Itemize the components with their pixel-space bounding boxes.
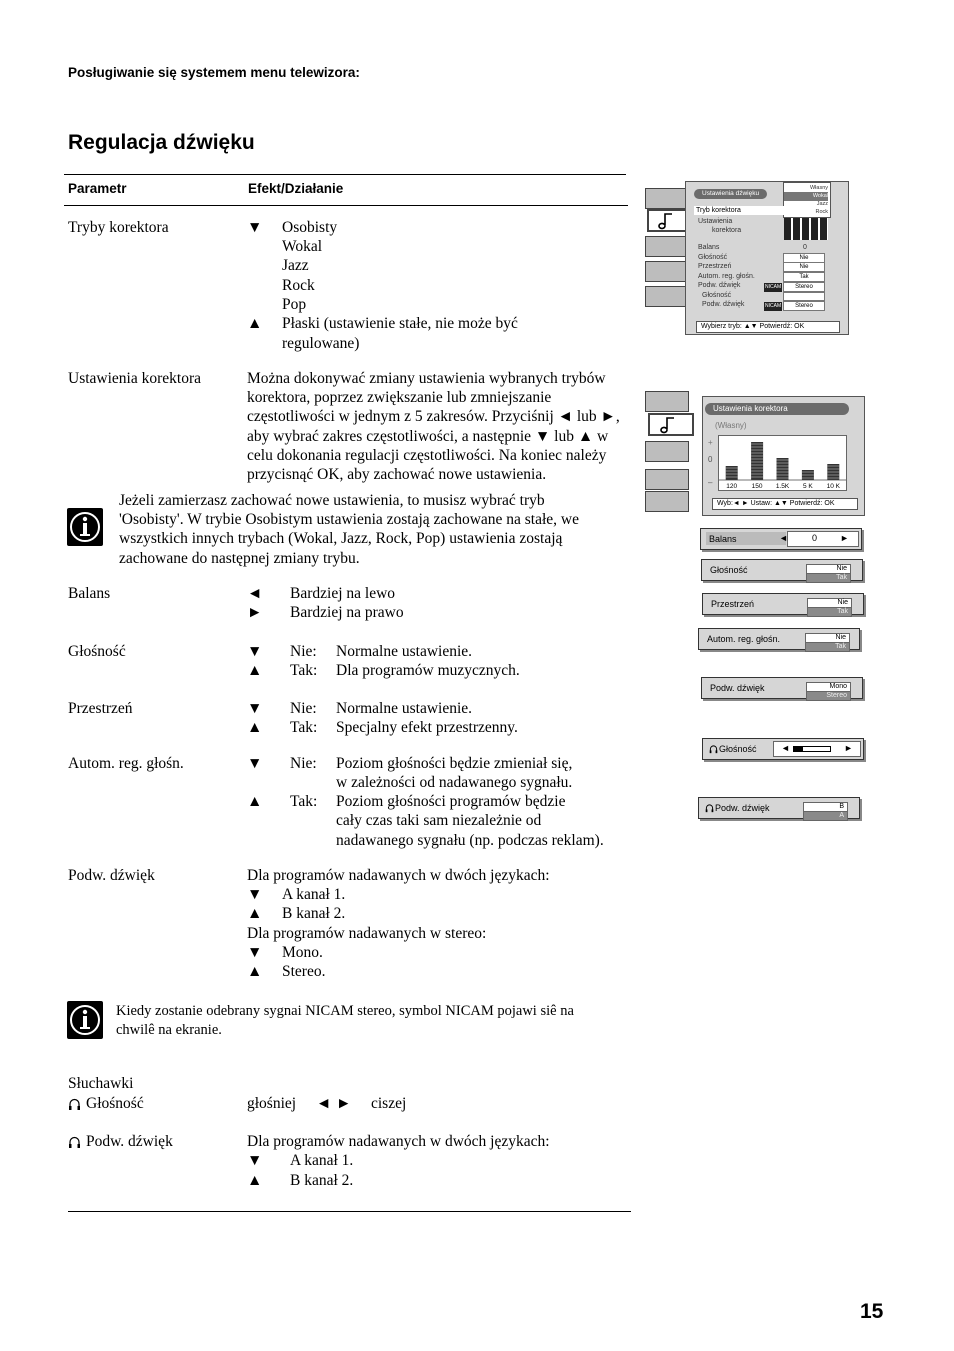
arrow-down-icon: ▼ [247, 755, 263, 772]
volume-mini-bar [783, 292, 825, 301]
arrow-left-icon: ◄ [247, 585, 263, 602]
desc-line: częstotliwości w jednym z 5 zakresów. Przyciśnij ◄ lub ►, [247, 408, 620, 426]
option-text: Dla programów muzycznych. [336, 662, 520, 679]
mode-item: Pop [282, 296, 307, 313]
table-top-rule [64, 174, 626, 175]
eq-band-label: 5 K [803, 483, 813, 490]
strip-option: Nie [806, 564, 851, 574]
strip-option: Tak [807, 607, 852, 617]
strip-label: Głośność [710, 565, 748, 575]
note-personal-mode [119, 491, 636, 568]
menu-footer: Wybierz tryb: ▲▼ Potwierdź: OK [696, 321, 840, 333]
tab-features [645, 236, 687, 257]
menu-item: Tryb korektora [696, 207, 741, 214]
param-balans: Balans [68, 585, 111, 602]
eq-band-label: 150 [751, 483, 763, 490]
section-title: Regulacja dźwięku [68, 131, 255, 154]
mode-item: Rock [282, 277, 315, 294]
eq-graph [718, 435, 847, 491]
arrow-left-icon: ◄ [781, 743, 790, 753]
arrow-down-icon: ▼ [247, 700, 263, 717]
eq-minus: – [708, 478, 713, 487]
column-header-effect: Efekt/Działanie [248, 181, 344, 196]
info-icon [67, 508, 103, 546]
menu-item: Przestrzeń [698, 263, 732, 270]
eq-band-label: 10 K [826, 483, 840, 490]
nicam-note-line: chwilê na ekranie. [116, 1022, 222, 1038]
dropdown-item: Wokal [784, 192, 828, 201]
mini-eq-icon [784, 218, 828, 240]
nicam-note-line: Kiedy zostanie odebrany sygnai NICAM stereo, symbol NICAM pojawi siê na [116, 1003, 574, 1019]
przestrzen-strip [702, 593, 864, 615]
balans-strip [700, 528, 862, 550]
eq-band-label: 1.5K [775, 483, 790, 490]
mode-item: Jazz [282, 257, 309, 274]
headphones-icon [705, 803, 714, 815]
channel-a: A kanał 1. [290, 1152, 354, 1169]
arrow-down-icon: ▼ [247, 219, 263, 236]
quieter-label: ciszej [371, 1095, 407, 1112]
eq-zero: 0 [708, 455, 713, 464]
tab-picture [645, 391, 689, 412]
equalizer-osd [702, 396, 865, 516]
eq-title: Ustawienia korektora [705, 403, 849, 415]
strip-option: Nie [805, 633, 850, 643]
arrow-right-icon: ► [336, 1095, 352, 1112]
tab-preset [645, 286, 687, 307]
arrow-up-icon: ▲ [247, 662, 263, 679]
arrow-down-icon: ▼ [247, 886, 263, 903]
nicam-badge: NICAM [765, 284, 782, 290]
strip-label: Balans [709, 534, 737, 544]
menu-item: Podw. dźwięk [702, 301, 745, 308]
note-line: zachowane do następnej zmiany trybu. [119, 549, 360, 567]
running-title: Posługiwanie się systemem menu telewizora: [68, 65, 360, 80]
tab-preset [645, 491, 689, 512]
podw-strip [701, 677, 863, 699]
headphones-icon [68, 1135, 81, 1154]
menu-value: Stereo [783, 301, 825, 311]
menu-item: Głośność [702, 292, 732, 299]
strip-value: 0 [812, 533, 818, 543]
arrow-down-icon: ▼ [247, 944, 263, 961]
param-glosnosc: Głośność [68, 643, 126, 660]
strip-option: B [803, 802, 848, 812]
strip-option: Nie [807, 598, 852, 608]
menu-title: Ustawienia dźwięku [694, 189, 767, 199]
arrow-down-icon: ▼ [247, 1152, 263, 1169]
option-text: Normalne ustawienie. [336, 700, 473, 717]
mode-item: Wokal [282, 238, 323, 255]
ustawienia-description [247, 369, 636, 484]
option-text: Specjalny efekt przestrzenny. [336, 719, 518, 736]
param-autom: Autom. reg. głośn. [68, 755, 184, 772]
mode-flat-cont: regulowane) [282, 335, 360, 352]
option-text: w zależności od nadawanego sygnału. [336, 774, 573, 791]
strip-option: Tak [806, 573, 851, 583]
mode-item: Osobisty [282, 219, 338, 236]
hp-glosnosc-strip [702, 738, 864, 760]
strip-option: Tak [805, 642, 850, 652]
info-icon [67, 1001, 103, 1039]
eq-footer: Wyb:◄ ► Ustaw: ▲▼ Potwierdź: OK [712, 498, 858, 510]
menu-item: Ustawienia [698, 218, 733, 225]
option-key: Tak: [290, 793, 318, 810]
strip-option: A [803, 811, 848, 821]
option-text: cały czas taki sam niezależnie od [336, 812, 542, 829]
tab-setup [645, 261, 687, 282]
mono-option: Mono. [282, 944, 323, 961]
autom-strip [698, 628, 860, 650]
option-text: nadawanego sygnału (np. podczas reklam). [336, 832, 604, 849]
menu-item: Balans [698, 244, 720, 251]
stereo-option: Stereo. [282, 963, 326, 980]
option-text: Normalne ustawienie. [336, 643, 473, 660]
arrow-right-icon: ► [247, 604, 263, 621]
note-line: Jeżeli zamierzasz zachować nowe ustawienia, to musisz wybrać tryb [119, 492, 545, 509]
nicam-badge: NICAM [765, 303, 782, 309]
eq-plus: + [708, 438, 713, 447]
sound-menu-screenshot [645, 181, 849, 336]
desc-line: korektora, poprzez zwiększanie lub zmniejszanie [247, 389, 552, 407]
menu-item: korektora [712, 227, 742, 234]
balans-left: Bardziej na lewo [290, 585, 396, 602]
menu-value: 0 [803, 244, 807, 251]
option-key: Tak: [290, 662, 318, 679]
desc-line: przycisnąć OK, aby zachować nowe ustawienia. [247, 466, 547, 484]
mode-dropdown [783, 182, 831, 218]
page-number: 15 [860, 1300, 884, 1323]
arrow-up-icon: ▲ [247, 905, 263, 922]
headphones-icon [68, 1097, 81, 1116]
eq-mode: (Własny) [715, 421, 747, 430]
strip-label: Podw. dźwięk [710, 683, 765, 693]
mode-flat: Płaski (ustawienie stałe, nie może być [282, 315, 518, 332]
strip-label: Głośność [719, 744, 757, 754]
channel-a: A kanał 1. [282, 886, 346, 903]
hp-podw-strip [698, 797, 860, 819]
dual-intro: Dla programów nadawanych w dwóch językach: [247, 1133, 550, 1150]
arrow-up-icon: ▲ [247, 793, 263, 810]
hp-volume-track [793, 746, 831, 752]
equalizer-screenshot [643, 391, 865, 515]
menu-value: Nie [783, 253, 825, 263]
param-ustawienia: Ustawienia korektora [68, 370, 201, 387]
arrow-left-icon: ◄ [316, 1095, 332, 1112]
tab-sound [648, 413, 694, 436]
glosnosc-strip [701, 559, 863, 581]
menu-item: Podw. dźwięk [698, 282, 741, 289]
tab-setup [645, 469, 689, 490]
eq-band-label: 120 [726, 483, 738, 490]
desc-line: Można dokonywać zmiany ustawienia wybranych trybów [247, 370, 606, 387]
dropdown-item: Własny [809, 185, 828, 191]
table-bottom-rule [68, 1211, 631, 1212]
param-tryby: Tryby korektora [68, 219, 169, 236]
menu-value: Tak [783, 272, 825, 282]
param-hp-podw: Podw. dźwięk [86, 1133, 173, 1150]
column-header-param: Parametr [68, 181, 127, 196]
note-line: wszystkich innych trybach (Wokal, Jazz, Rock, Pop) ustawienia zostają [119, 530, 563, 548]
note-line: 'Osobisty'. W trybie Osobistym ustawienia zostają zachowane na stałe, we [119, 511, 579, 529]
menu-value: Nie [783, 262, 825, 272]
strip-option: Stereo [806, 691, 851, 701]
menu-item: Głośność [698, 254, 728, 261]
param-podw: Podw. dźwięk [68, 867, 155, 884]
arrow-right-icon: ► [840, 533, 849, 543]
option-key: Nie: [290, 700, 317, 717]
hp-volume-fill [794, 747, 803, 751]
strip-label: Autom. reg. głośn. [707, 634, 781, 644]
param-hp-glosnosc: Głośność [86, 1095, 144, 1112]
headphones-icon [709, 744, 718, 756]
option-key: Nie: [290, 643, 317, 660]
arrow-up-icon: ▲ [247, 963, 263, 980]
arrow-down-icon: ▼ [247, 643, 263, 660]
strip-label: Przestrzeń [711, 599, 755, 609]
balans-right: Bardziej na prawo [290, 604, 404, 621]
menu-item: Autom. reg. głośn. [698, 273, 755, 280]
table-header-rule [64, 205, 628, 206]
param-przestrzen: Przestrzeń [68, 700, 133, 717]
arrow-right-icon: ► [844, 743, 853, 753]
desc-line: celu dokonania regulacji częstotliwości. Na koniec należy [247, 446, 607, 464]
desc-line: aby wybrać zakres częstotliwości, a następnie ▼ lub ▲ w [247, 427, 609, 445]
channel-b: B kanał 2. [290, 1172, 354, 1189]
arrow-up-icon: ▲ [247, 1172, 263, 1189]
arrow-up-icon: ▲ [247, 719, 263, 736]
dropdown-item: Jazz [816, 201, 828, 207]
channel-b: B kanał 2. [282, 905, 346, 922]
tab-picture [645, 188, 687, 209]
option-text: Poziom głośności programów będzie [336, 793, 566, 810]
option-key: Nie: [290, 755, 317, 772]
option-key: Tak: [290, 719, 318, 736]
arrow-left-icon: ◄ [779, 533, 788, 543]
louder-label: głośniej [247, 1095, 297, 1112]
arrow-up-icon: ▲ [247, 315, 263, 332]
param-sluchawki: Słuchawki [68, 1075, 134, 1092]
sound-menu-osd [685, 181, 849, 335]
menu-value: Stereo [783, 282, 825, 292]
tab-features [645, 441, 689, 462]
strip-option: Mono [806, 682, 851, 692]
strip-label: Podw. dźwięk [715, 803, 770, 813]
dropdown-item: Rock [815, 209, 828, 215]
dual-intro: Dla programów nadawanych w dwóch językach: [247, 867, 550, 884]
stereo-intro: Dla programów nadawanych w stereo: [247, 925, 487, 942]
option-text: Poziom głośności będzie zmieniał się, [336, 755, 573, 772]
